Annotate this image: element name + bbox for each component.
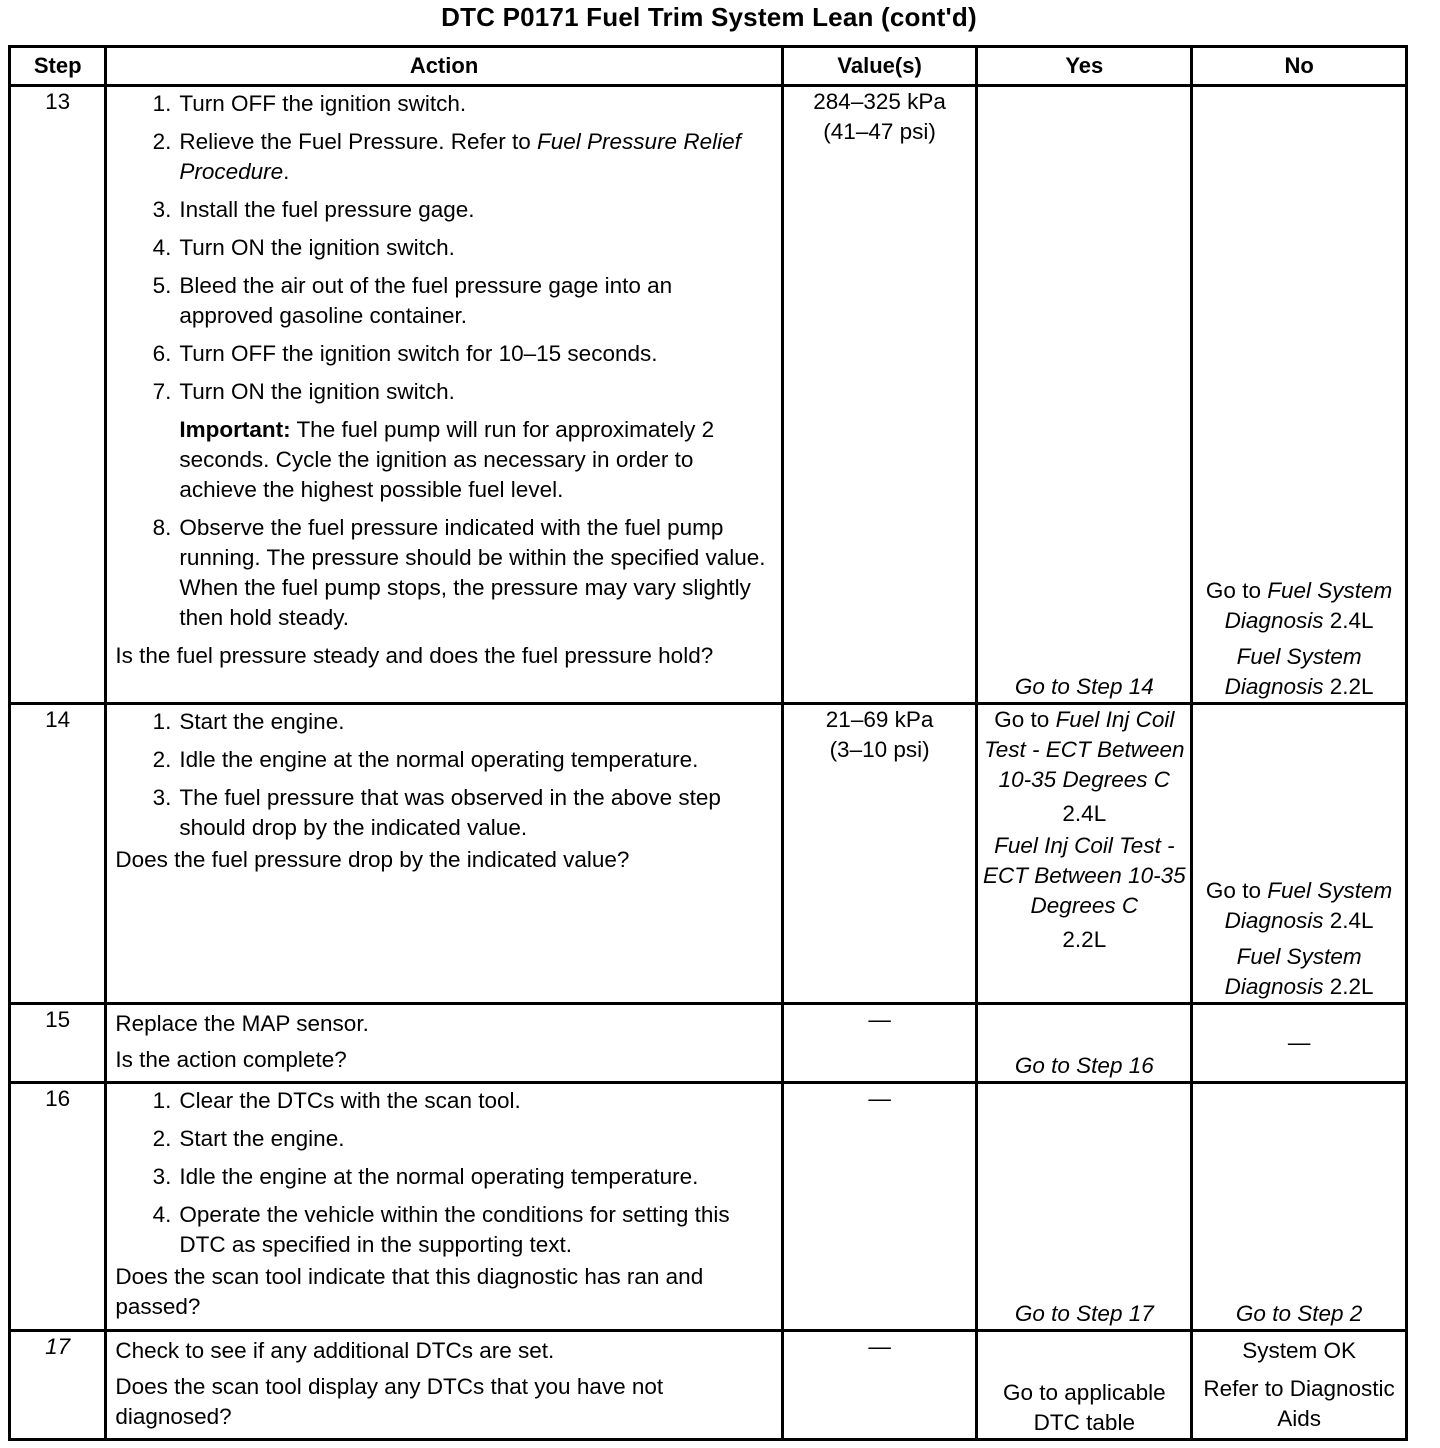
table-row-step-17 [10, 1331, 1407, 1440]
step-number: 17 [10, 1331, 106, 1440]
decision-question: Does the scan tool display any DTCs that you have not diagnosed? [115, 1374, 664, 1429]
no-cell: — [1192, 1004, 1407, 1083]
no-link-24l[interactable]: Go to Fuel System Diagnosis 2.4L [1205, 578, 1393, 633]
list-item: 2. Idle the engine at the normal operating temperature. [152, 747, 699, 772]
action-list [107, 1086, 780, 1260]
header-values: Value(s) [782, 47, 977, 86]
list-item: 4. Turn ON the ignition switch. [152, 235, 455, 260]
list-item: 1. Clear the DTCs with the scan tool. [152, 1088, 521, 1113]
no-cell [1192, 1083, 1407, 1331]
procedure-reference: Fuel Pressure Relief Procedure [179, 129, 741, 184]
action-cell [106, 1331, 782, 1440]
yes-link-24l[interactable]: Go to Fuel Inj Coil Test - ECT Between 10-35 Degrees C [984, 707, 1185, 792]
action-text: Check to see if any additional DTCs are set. [115, 1338, 555, 1363]
action-list [107, 707, 780, 843]
decision-question: Does the scan tool indicate that this diagnostic has ran and passed? [115, 1264, 704, 1319]
yes-cell [977, 1083, 1192, 1331]
no-cell [1192, 1331, 1407, 1440]
yes-link[interactable]: Go to Step 17 [1014, 1301, 1154, 1326]
yes-link[interactable]: Go to Step 14 [1014, 674, 1154, 699]
table-row-step-15 [10, 1004, 1407, 1083]
no-cell [1192, 704, 1407, 1004]
list-item: 3. The fuel pressure that was observed in the above step should drop by the indicated value. [152, 785, 721, 840]
list-item: 1. Turn OFF the ignition switch. [152, 91, 467, 116]
table-row-step-16 [10, 1083, 1407, 1331]
action-cell [106, 704, 782, 1004]
step-number: 16 [10, 1083, 106, 1331]
yes-cell [977, 1331, 1192, 1440]
step-number: 14 [10, 704, 106, 1004]
header-no: No [1192, 47, 1407, 86]
list-item: 1. Start the engine. [152, 709, 345, 734]
header-yes: Yes [977, 47, 1192, 86]
page-title: DTC P0171 Fuel Trim System Lean (cont'd) [441, 2, 977, 32]
yes-link[interactable]: Go to applicable DTC table [1003, 1380, 1166, 1435]
list-item: 5. Bleed the air out of the fuel pressure gage into an approved gasoline container. [152, 273, 673, 328]
header-action: Action [106, 47, 782, 86]
action-list [107, 513, 780, 633]
step-number: 15 [10, 1004, 106, 1083]
value-cell: — [782, 1331, 977, 1440]
yes-link-22l[interactable]: Fuel Inj Coil Test - ECT Between 10-35 Degrees C [983, 833, 1186, 918]
important-note: Important: The fuel pump will run for approximately 2 seconds. Cycle the ignition as necessary in order to achieve the highest possible fuel level. [179, 417, 715, 502]
yes-cell [977, 86, 1192, 704]
action-text: Replace the MAP sensor. [115, 1011, 369, 1036]
list-item: 6. Turn OFF the ignition switch for 10–15 seconds. [152, 341, 658, 366]
table-row-step-13 [10, 86, 1407, 704]
action-list [107, 89, 780, 407]
no-cell [1192, 86, 1407, 704]
no-link-22l[interactable]: Fuel System Diagnosis 2.2L [1224, 644, 1374, 699]
no-status: System OK [1242, 1338, 1356, 1363]
decision-question: Is the fuel pressure steady and does the fuel pressure hold? [115, 643, 714, 668]
table-row-step-14 [10, 704, 1407, 1004]
no-link[interactable]: Refer to Diagnostic Aids [1203, 1376, 1395, 1431]
no-link-22l[interactable]: Fuel System Diagnosis 2.2L [1224, 944, 1374, 999]
list-item: 2. Relieve the Fuel Pressure. Refer to Fuel Pressure Relief Procedure. [152, 129, 741, 184]
step-number: 13 [10, 86, 106, 704]
list-item: 4. Operate the vehicle within the conditions for setting this DTC as specified in the supporting text. [152, 1202, 730, 1257]
decision-question: Does the fuel pressure drop by the indicated value? [115, 847, 630, 872]
action-cell [106, 86, 782, 704]
no-link-24l[interactable]: Go to Fuel System Diagnosis 2.4L [1205, 878, 1393, 933]
yes-link[interactable]: Go to Step 16 [1014, 1053, 1154, 1078]
yes-cell [977, 1004, 1192, 1083]
value-cell: — [782, 1083, 977, 1331]
list-item: 3. Install the fuel pressure gage. [152, 197, 475, 222]
diagnostic-table [8, 45, 1408, 1441]
no-link[interactable]: Go to Step 2 [1235, 1301, 1363, 1326]
list-item: 7. Turn ON the ignition switch. [152, 379, 455, 404]
action-cell [106, 1004, 782, 1083]
decision-question: Is the action complete? [115, 1047, 347, 1072]
table-header-row [10, 47, 1407, 86]
list-item: 3. Idle the engine at the normal operating temperature. [152, 1164, 699, 1189]
action-cell [106, 1083, 782, 1331]
value-cell: 21–69 kPa (3–10 psi) [782, 704, 977, 1004]
yes-cell: Go to Fuel Inj Coil Test - ECT Between 10-35 Degrees C 2.4L Fuel Inj Coil Test - ECT Between 10-35 Degrees C 2.2L [977, 704, 1192, 1004]
header-step: Step [10, 47, 106, 86]
value-cell: 284–325 kPa (41–47 psi) [782, 86, 977, 704]
list-item: 2. Start the engine. [152, 1126, 345, 1151]
value-cell: — [782, 1004, 977, 1083]
list-item: 8. Observe the fuel pressure indicated with the fuel pump running. The pressure should be within the specified value. When the fuel pump stops, the pressure may vary slightly then hold steady. [152, 515, 766, 630]
